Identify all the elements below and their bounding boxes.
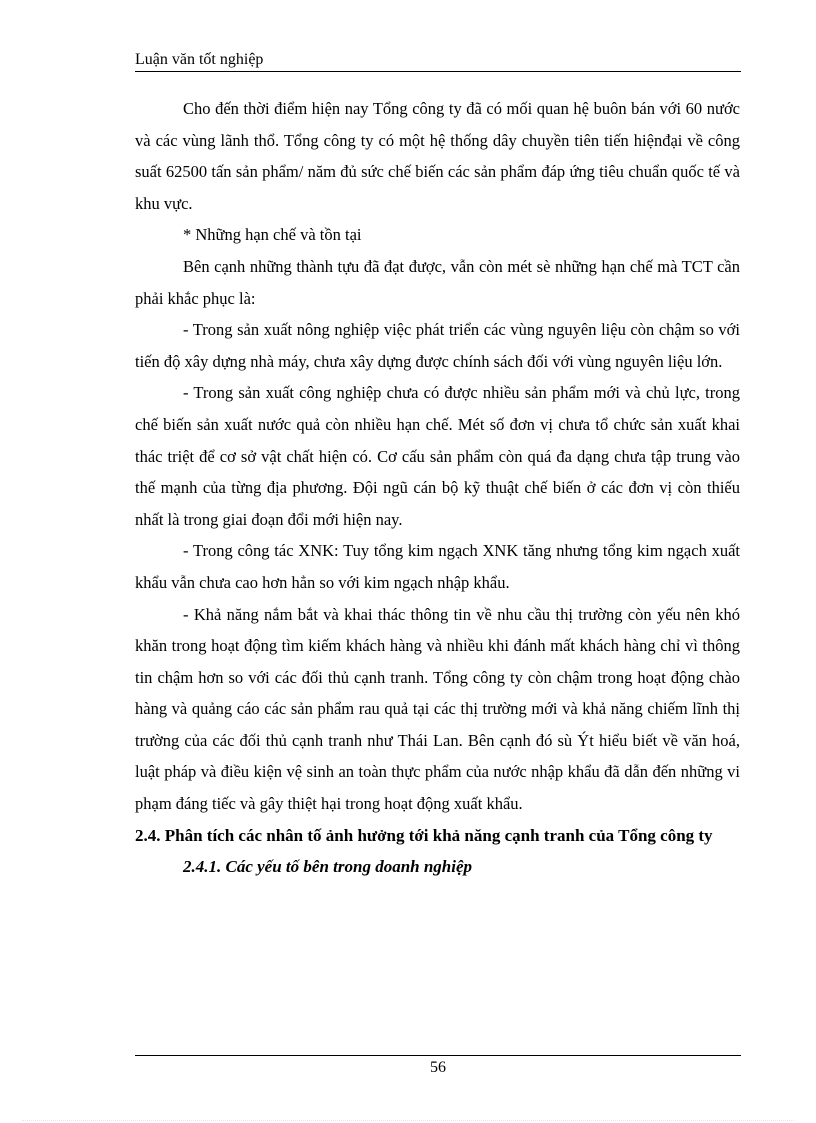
page-edge-divider [22,1120,794,1121]
paragraph-limitations-title: * Những hạn chế và tồn tại [183,225,362,245]
paragraph-market-info: - Khả năng nắm bắt và khai thác thông tin về nhu cầu thị trường còn yếu nên khó khăn trong hoạt động tìm kiếm khách hàng và nhiều khi đánh mất khách hàng chỉ vì thông tin chậm hơn so với các đối thủ cạnh tranh. Tổng công ty còn chậm trong hoạt động chào hàng và quảng cáo các sản phẩm rau quả tại các thị trường mới và khả năng chiếm lĩnh thị trường của các đối thủ cạnh tranh như Thái Lan. Bên cạnh đó sù Ýt hiểu biết về văn hoá, luật pháp và điều kiện vệ sinh an toàn thực phẩm của nước nhập khẩu đã dẫn đến những vi phạm đáng tiếc và gây thiệt hại trong hoạt động xuất khẩu. [135,604,740,814]
subsection-heading: 2.4.1. Các yếu tố bên trong doanh nghiệp [183,857,473,877]
paragraph-import-export: - Trong công tác XNK: Tuy tổng kim ngạch XNK tăng nhưng tổng kim ngạch xuất khẩu vẫn chưa cao hơn hẳn so với kim ngạch nhập khẩu. [135,541,740,592]
header-title: Luận văn tốt nghiệp [135,51,264,68]
paragraph-limitations-intro: Bên cạnh những thành tựu đã đạt được, vẫn còn mét sè những hạn chế mà TCT cần phải khắc phục là: [135,256,740,308]
document-body [135,93,740,883]
paragraph-relations: Cho đến thời điểm hiện nay Tổng công ty đã có mối quan hệ buôn bán với 60 nước và các vùng lãnh thổ. Tổng công ty có một hệ thống dây chuyền tiên tiến hiệnđại về công suất 62500 tấn sản phẩm/ năm đủ sức chế biến các sản phẩm đáp ứng tiêu chuẩn quốc tế và khu vực. [135,99,740,213]
section-heading: 2.4. Phân tích các nhân tố ảnh hưởng tới khả năng cạnh tranh của Tổng công ty [135,825,713,845]
paragraph-agriculture: - Trong sản xuất nông nghiệp việc phát triển các vùng nguyên liệu còn chậm so với tiến độ xây dựng nhà máy, chưa xây dựng được chính sách đối với vùng nguyên liệu lớn. [135,320,740,371]
page-number: 56 [430,1059,446,1076]
running-header [135,50,741,72]
footer-divider [135,1055,741,1056]
paragraph-industry: - Trong sản xuất công nghiệp chưa có được nhiều sản phẩm mới và chủ lực, trong chế biến sản xuất nước quả còn nhiều hạn chế. Mét số đơn vị chưa tổ chức sản xuất khai thác triệt để cơ sở vật chất hiện có. Cơ cấu sản phẩm còn quá đa dạng chưa tập trung vào thế mạnh của từng địa phương. Đội ngũ cán bộ kỹ thuật chế biến ở các đơn vị còn thiếu nhất là trong giai đoạn đổi mới hiện nay. [135,383,740,529]
